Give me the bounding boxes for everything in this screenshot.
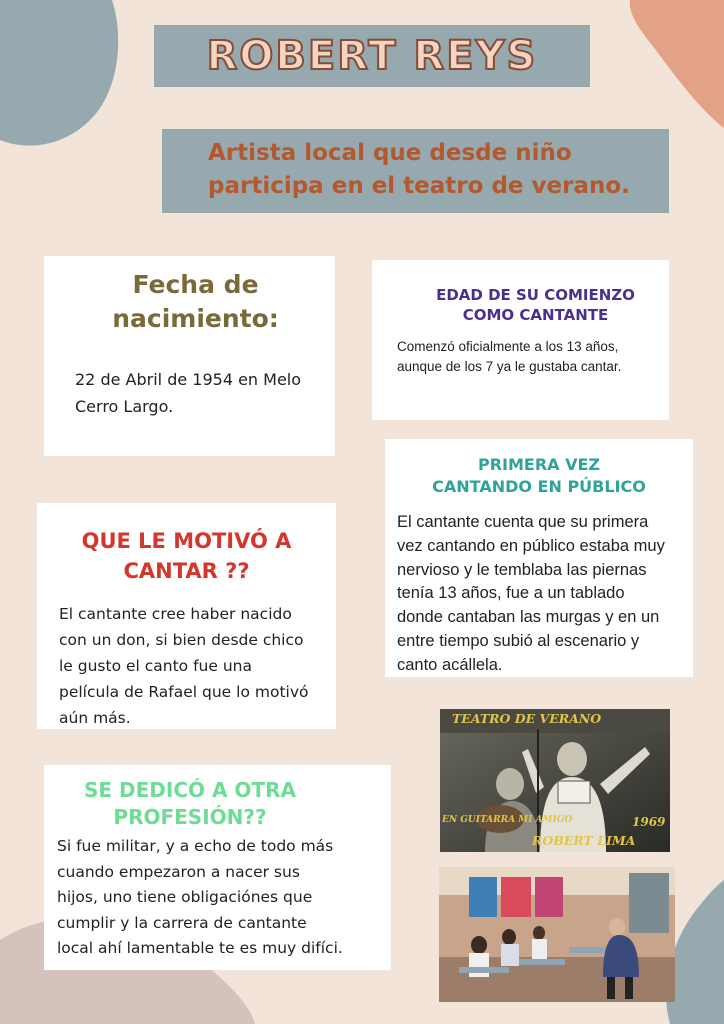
corner-blob-top-right bbox=[610, 0, 724, 140]
title-banner bbox=[154, 25, 590, 87]
page-title: ROBERT REYS bbox=[206, 33, 538, 79]
birth-date-heading: Fecha de nacimiento: bbox=[112, 270, 279, 333]
historic-photo bbox=[440, 709, 670, 852]
start-age-heading: EDAD DE SU COMIENZO COMO CANTANTE bbox=[436, 286, 635, 324]
subtitle-banner bbox=[162, 129, 669, 213]
other-profession-card bbox=[44, 765, 391, 970]
photo-caption-middle: EN GUITARRA MI AMIGO bbox=[442, 815, 573, 825]
first-performance-heading: PRIMERA VEZ CANTANDO EN PÚBLICO bbox=[432, 455, 646, 496]
start-age-text: Comenzó oficialmente a los 13 años, aunque de los 7 ya le gustaba cantar. bbox=[397, 339, 622, 374]
first-performance-text: El cantante cuenta que su primera vez cantando en público estaba muy nervioso y le temblaba las piernas tenía 13 años, fue a un tablado donde cantaban las murgas y en un entre tiempo subió al escenario y canto acállela. bbox=[397, 513, 665, 674]
motivation-heading: QUE LE MOTIVÓ A CANTAR ?? bbox=[81, 529, 292, 583]
birth-date-card bbox=[44, 256, 335, 456]
other-profession-text: Si fue militar, y a echo de todo más cuando empezaron a nacer sus hijos, uno tiene obligaciónes que cumplir y la carrera de cantante local ahí lamentable te es muy difíci. bbox=[57, 837, 343, 957]
historic-photo-scene bbox=[440, 709, 670, 852]
classroom-photo bbox=[439, 867, 675, 1002]
subtitle-text: Artista local que desde niño participa en el teatro de verano. bbox=[208, 140, 630, 199]
photo-caption-year: 1969 bbox=[632, 815, 666, 829]
classroom-photo-scene bbox=[439, 867, 675, 1002]
corner-blob-top-left bbox=[0, 0, 130, 160]
motivation-text: El cantante cree haber nacido con un don, si bien desde chico le gusto el canto fue una película de Rafael que lo motivó aún más. bbox=[59, 605, 309, 727]
motivation-card bbox=[37, 503, 336, 729]
first-performance-card bbox=[385, 439, 693, 677]
photo-caption-top: TEATRO DE VERANO bbox=[452, 711, 602, 726]
photo-caption-bottom: ROBERT LIMA bbox=[532, 833, 636, 848]
birth-date-text: 22 de Abril de 1954 en Melo Cerro Largo. bbox=[75, 370, 302, 416]
other-profession-heading: SE DEDICÓ A OTRA PROFESIÓN?? bbox=[84, 778, 296, 829]
start-age-card bbox=[372, 260, 669, 420]
